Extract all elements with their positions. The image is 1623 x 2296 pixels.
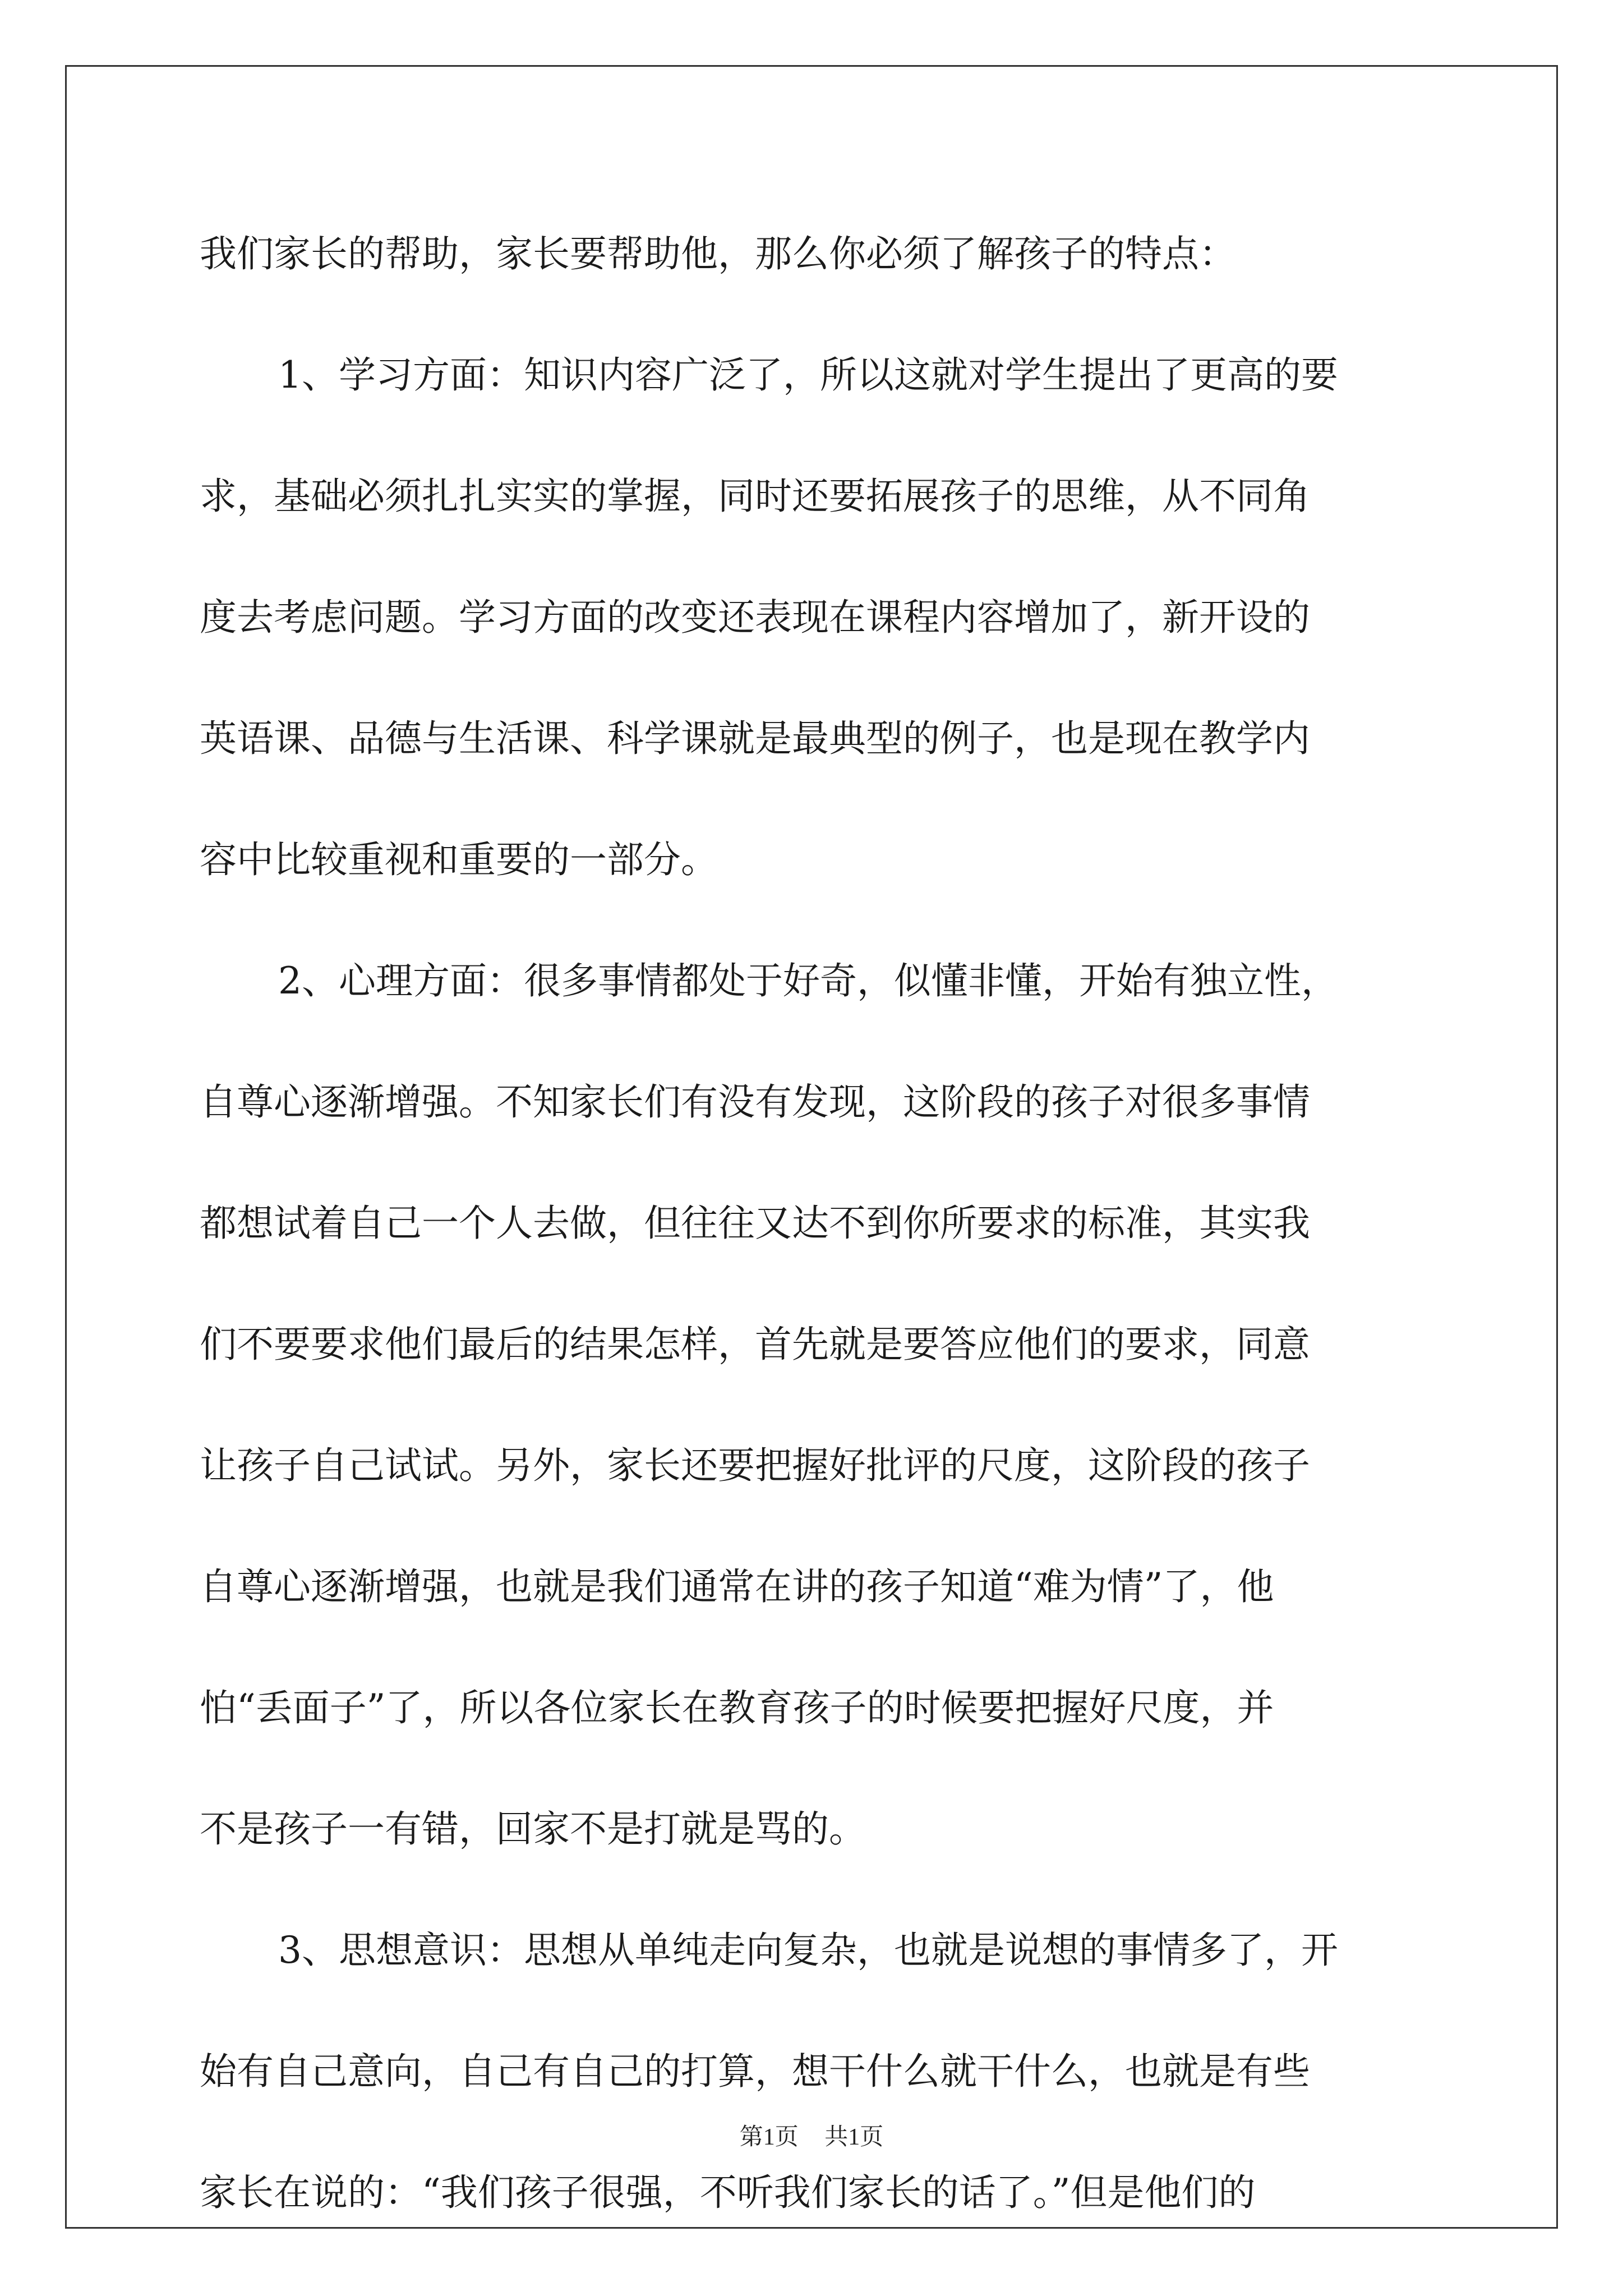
page-number: 第1页: [739, 2124, 799, 2150]
text-line: 英语课、品德与生活课、科学课就是最典型的例子，也是现在教学内: [200, 717, 1310, 760]
text-line: 自尊心逐渐增强。不知家长们有没有发现，这阶段的孩子对很多事情: [200, 1080, 1310, 1124]
text-line: 们不要要求他们最后的结果怎样，首先就是要答应他们的要求，同意: [200, 1323, 1310, 1366]
text-line: 都想试着自己一个人去做，但往往又达不到你所要求的标准，其实我: [200, 1202, 1310, 1245]
text-line: 3、思想意识：思想从单纯走向复杂，也就是说想的事情多了，开: [278, 1929, 1338, 1972]
text-line: 自尊心逐渐增强，也就是我们通常在讲的孩子知道“难为情”了，他: [200, 1565, 1274, 1608]
text-line: 我们家长的帮助，家长要帮助他，那么你必须了解孩子的特点：: [200, 232, 1236, 275]
text-line: 1、学习方面：知识内容广泛了，所以这就对学生提出了更高的要: [278, 353, 1338, 397]
text-line: 容中比较重视和重要的一部分。: [200, 838, 718, 881]
text-line: 始有自己意向，自己有自己的打算，想干什么就干什么，也就是有些: [200, 2050, 1310, 2093]
text-line: 度去考虑问题。学习方面的改变还表现在课程内容增加了，新开设的: [200, 596, 1310, 639]
page-footer: [0, 2122, 1623, 2153]
text-line: 家长在说的：“我们孩子很强，不听我们家长的话了。”但是他们的: [200, 2171, 1256, 2214]
text-line: 怕“丢面子”了，所以各位家长在教育孩子的时候要把握好尺度，并: [200, 1686, 1274, 1729]
text-line: 2、心理方面：很多事情都处于好奇，似懂非懂，开始有独立性，: [278, 959, 1338, 1002]
text-line: 求，基础必须扎扎实实的掌握，同时还要拓展孩子的思维，从不同角: [200, 475, 1310, 518]
page-total: 共1页: [824, 2124, 884, 2150]
text-line: 不是孩子一有错，回家不是打就是骂的。: [200, 1807, 866, 1851]
text-line: 让孩子自己试试。另外，家长还要把握好批评的尺度，这阶段的孩子: [200, 1444, 1310, 1487]
